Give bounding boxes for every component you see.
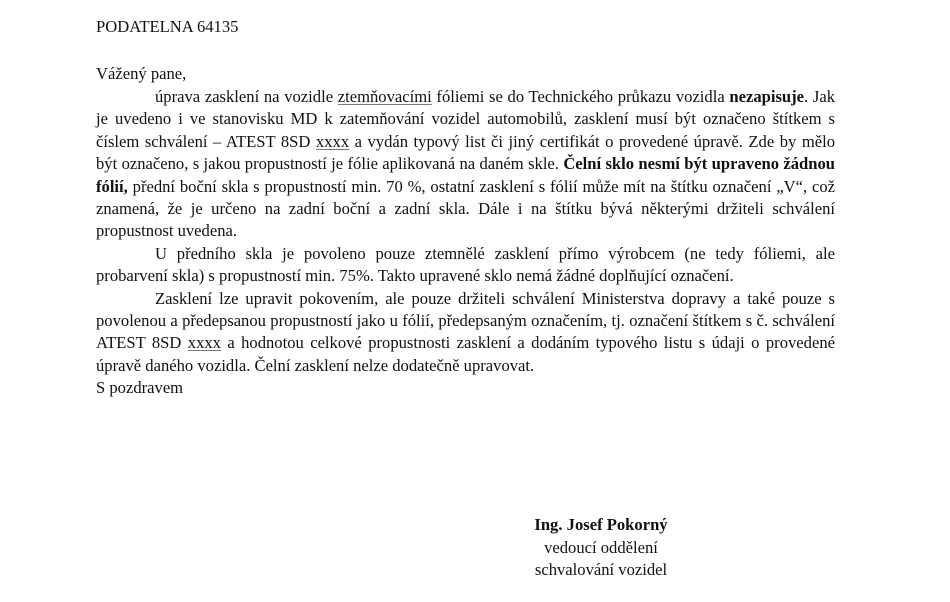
paragraph-2: U předního skla je povoleno pouze ztemnělé zasklení přímo výrobcem (ne tedy fóliemi, ale probarvení skla) s propustností min. 75%. Takto upravené sklo nemá žádné doplňující označení.	[96, 243, 835, 286]
p1-underlined-xxxx: xxxx	[315, 131, 350, 151]
p1-text-2: fóliemi se do Technického průkazu vozidla	[431, 87, 730, 106]
signature-name: Ing. Josef Pokorný	[534, 515, 668, 534]
signature-role: vedoucí oddělení	[544, 537, 658, 557]
paragraph-1	[96, 86, 835, 243]
p1-text-3: . Jak je uvedeno i ve stanovisku MD k zatemňování vozidel automobilů, zasklení musí být označeno štítkem s číslem schválení – ATEST 8SD	[96, 87, 835, 151]
p1-bold-windshield: Čelní sklo nesmí být upraveno žádnou fólií,	[96, 154, 835, 196]
p3-text-2: a hodnotou celkové propustnosti zasklení a dodáním typového listu s údaji o provedené úpravě daného vozidla. Čelní zasklení nelze dodatečně upravovat.	[96, 333, 835, 375]
letter-body	[96, 86, 835, 400]
signature-department: schvalování vozidel	[534, 560, 668, 580]
signature-block	[493, 514, 709, 582]
p1-underlined-word: ztemňovacími	[337, 87, 432, 106]
p1-bold-nezapisuje: nezapisuje	[729, 87, 805, 106]
p3-text-1: Zasklení lze upravit pokovením, ale pouze držiteli schválení Ministerstva dopravy a také pouze s povolenou a předepsanou propustností jako u fólií, předepsaným označením, tj. označení štítkem s č. schválení ATEST 8SD	[96, 288, 835, 353]
p1-text-4: a vydán typový list či jiný certifikát o provedené úpravě. Zde by mělo být označeno, s jakou propustností je fólie aplikovaná na daném skle.	[96, 131, 836, 174]
greeting: Vážený pane,	[96, 64, 187, 83]
p1-text-5: přední boční skla s propustností min. 70 %, ostatní zasklení s fólií může mít na štítku označení „V“, což znamená, že je určeno na zadní boční a zadní skla. Dále i na štítku bývá některými držiteli schválení propustnost uvedena.	[96, 176, 835, 241]
paragraph-3	[96, 288, 835, 378]
p3-underlined-xxxx: xxxx	[187, 333, 221, 353]
document-header: PODATELNA 64135	[96, 17, 239, 36]
closing: S pozdravem	[96, 378, 184, 398]
p1-text-1: úprava zasklení na vozidle	[155, 87, 338, 106]
